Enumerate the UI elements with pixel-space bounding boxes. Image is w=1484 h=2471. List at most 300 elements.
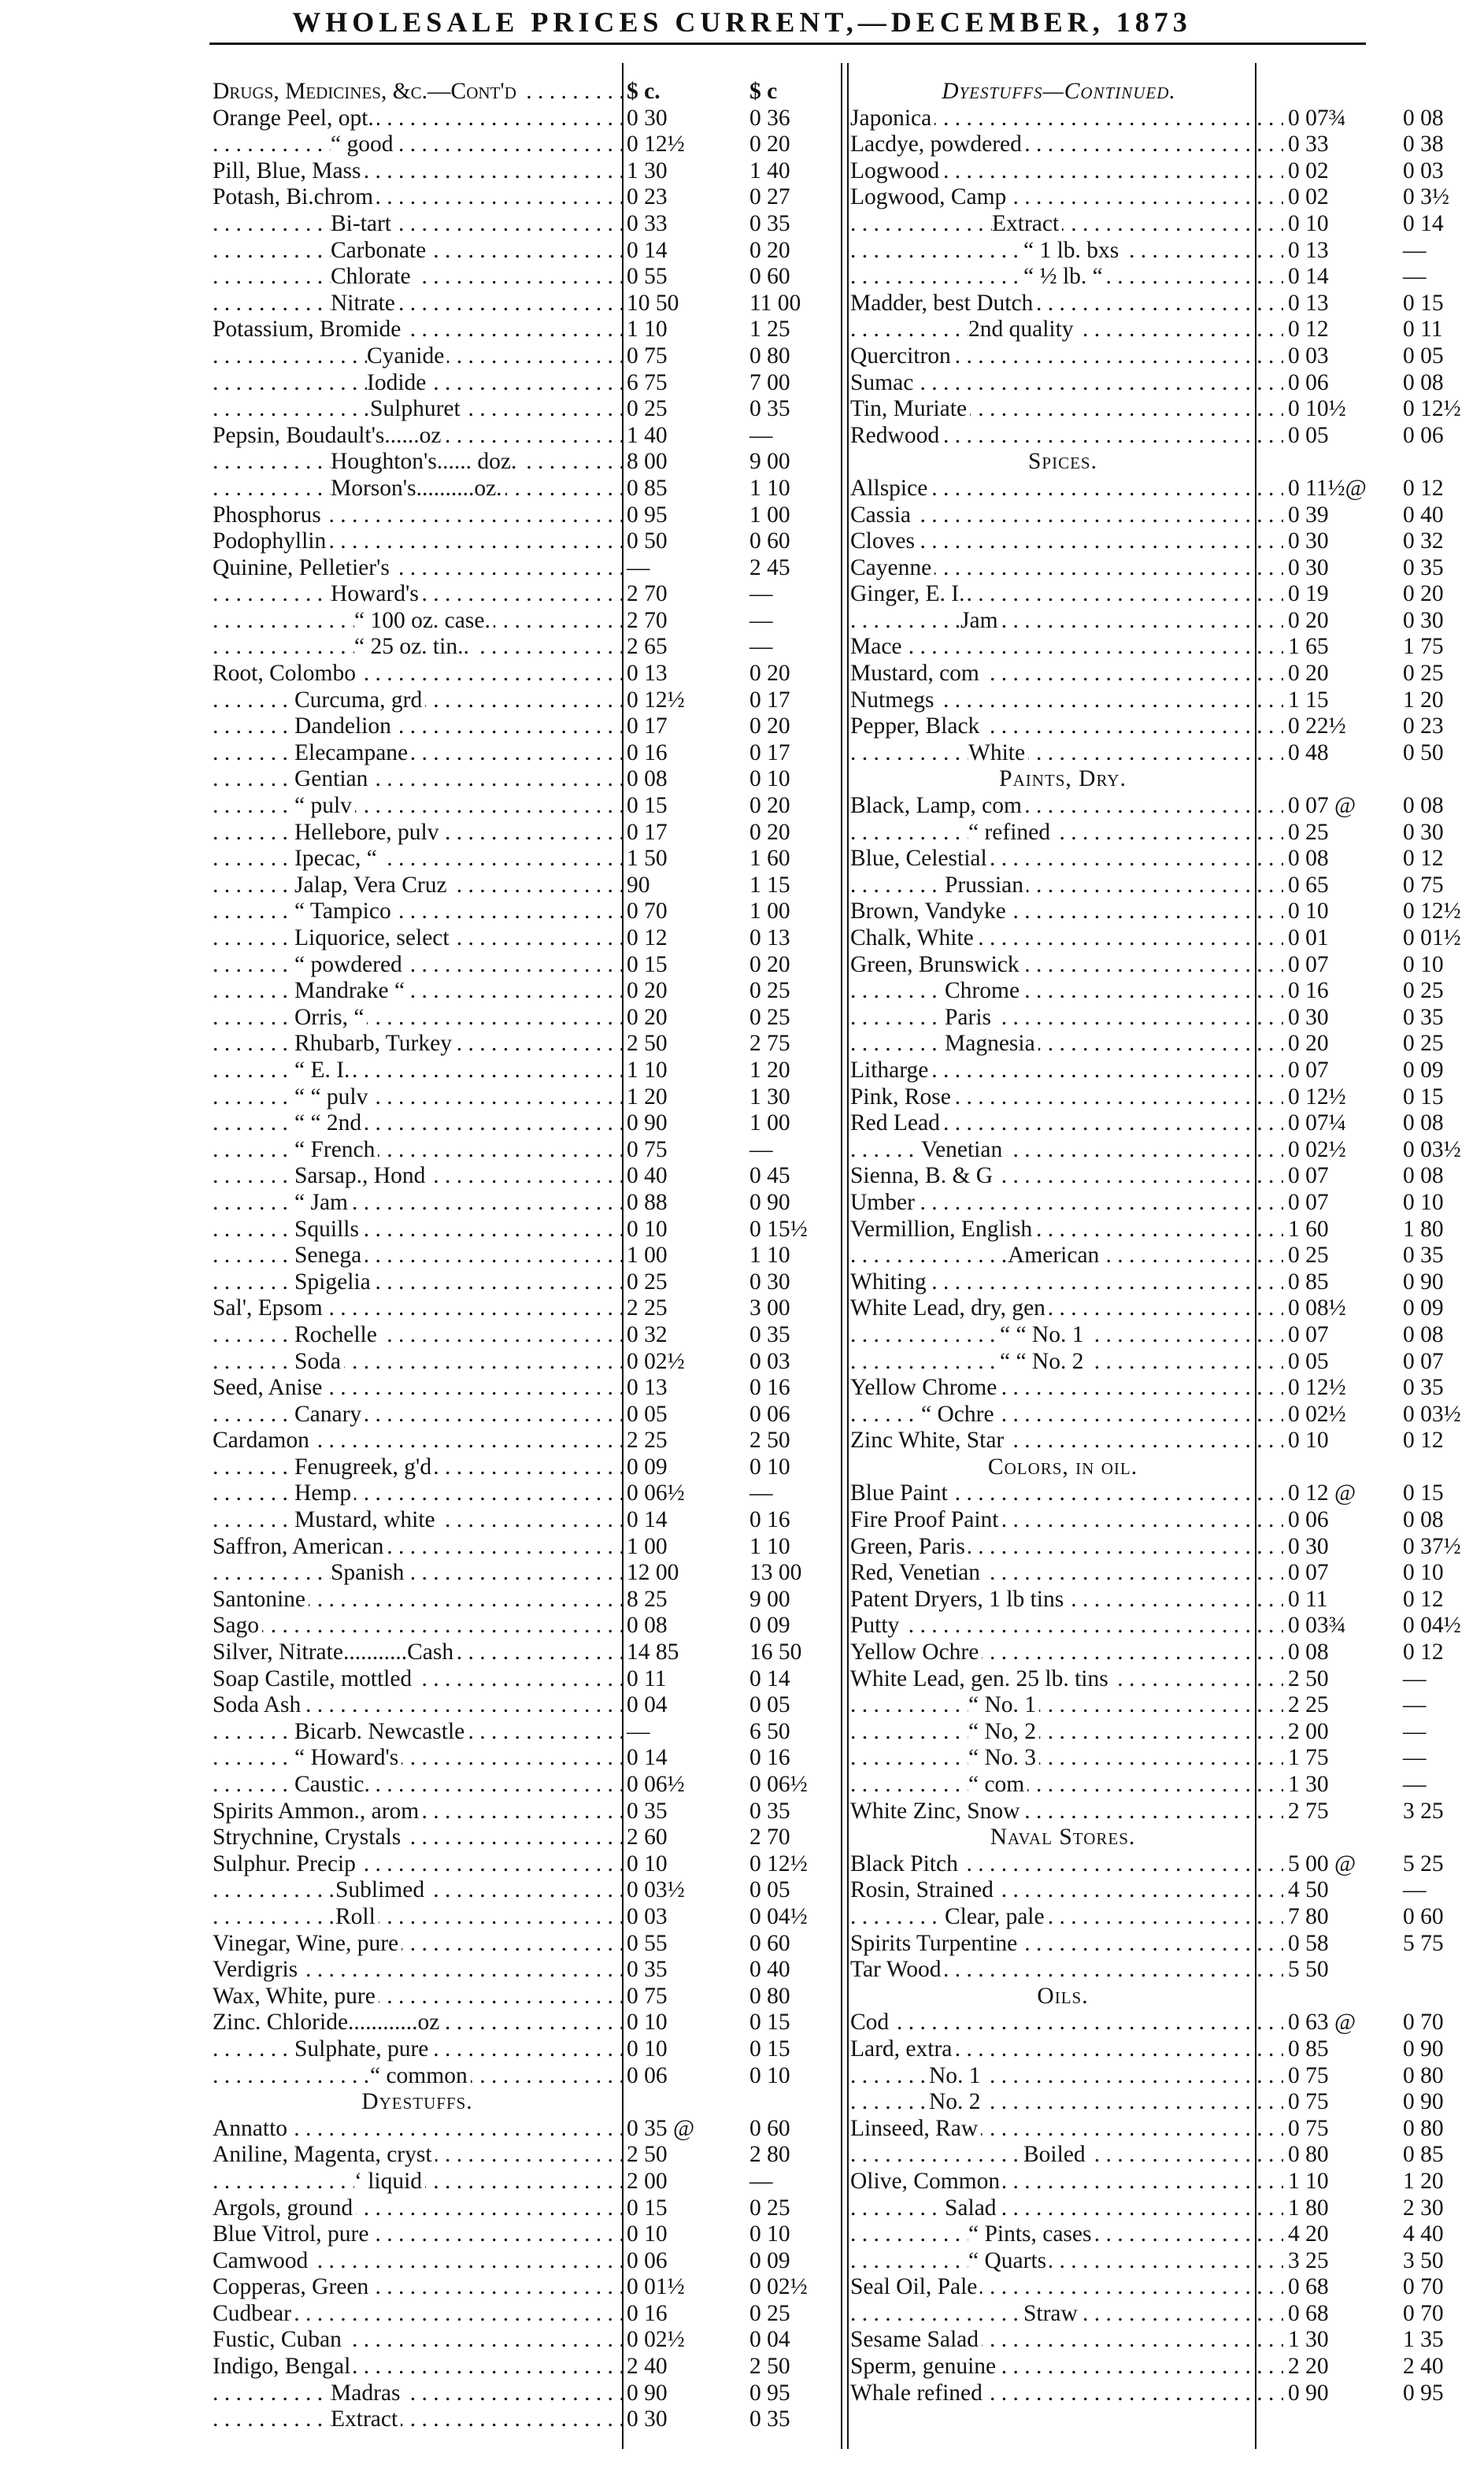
price-high: 0 37½ [1403,1533,1461,1559]
price-row [213,820,844,847]
price-low: 0 05 [1288,422,1329,448]
item-name: Brown, Vandyke [850,898,1009,924]
price-high: 2 45 [749,554,790,580]
price-row [213,1692,844,1719]
price-low: 1 10 [627,1057,668,1083]
price-high: 0 75 [1403,872,1444,898]
price-row [850,608,1484,635]
price-row [213,1984,844,2010]
price-low: 0 19 [1288,581,1329,607]
price-high: 0 03½ [1403,1401,1461,1427]
price-row [213,1058,844,1084]
price-low: 0 30 [627,2406,668,2432]
price-high: — [1403,1665,1427,1691]
item-name: Logwood, Camp [850,184,1009,209]
price-low: 0 12½ [1288,1375,1346,1401]
item-name: “ No. 1 [968,1692,1039,1717]
price-high: 0 35 [749,396,790,422]
price-low: 0 08 [627,1613,668,1639]
price-low: 0 12 [1288,317,1329,343]
price-row [213,2327,844,2354]
item-name: Jalap, Vera Cruz [294,872,450,898]
price-low: 0 50 [627,528,668,554]
price-low: 0 10 [1288,898,1329,924]
price-row [213,158,844,185]
item-name: Green, Paris [850,1534,968,1559]
price-high: 0 04½ [749,1903,808,1929]
price-row [213,1031,844,1058]
price-high: 0 20 [749,713,790,739]
column-rule [847,63,849,2449]
item-name: Whiting [850,1269,930,1295]
price-high: 0 06½ [749,1772,808,1797]
price-low: 0 20 [1288,607,1329,633]
price-low: 0 17 [627,819,668,845]
price-high: 0 40 [749,1957,790,1983]
price-high: — [749,607,773,633]
price-high: 0 25 [749,2300,790,2326]
item-name: Sesame Salad [850,2327,982,2352]
price-high: 2 40 [1403,2354,1444,2380]
price-low: 0 85 [627,475,668,501]
price-low: 0 02½ [627,1348,685,1374]
item-name: Extract [992,211,1062,236]
price-row [213,2195,844,2222]
price-high: 1 15 [749,872,790,898]
price-low: 0 39 [1288,502,1329,528]
price-low: 0 04 [627,1692,668,1718]
item-name: Bi-tart [331,211,394,236]
price-low: 0 11 [1288,1586,1328,1612]
price-row [213,1428,844,1454]
price-low: 0 75 [1288,2062,1329,2088]
price-row [850,1243,1484,1269]
price-high: 0 20 [749,132,790,157]
price-high: 1 75 [1403,634,1444,660]
price-low: 1 30 [1288,2327,1329,2353]
item-name: Rhubarb, Turkey [294,1031,455,1056]
price-low: 2 00 [1288,1718,1329,1744]
item-name: “ good [331,132,396,157]
price-high: 2 30 [1403,2195,1444,2221]
price-low: 0 12½ [627,132,685,157]
price-high: 0 20 [749,819,790,845]
price-row [850,1613,1484,1639]
page-header [0,0,1484,55]
item-name: “ Pints, cases [968,2221,1095,2247]
price-high: 0 90 [1403,2036,1444,2062]
item-name: Mace [850,634,905,659]
price-high: 0 03 [1403,157,1444,183]
price-row [213,2248,844,2275]
item-name: “ Tampico [294,898,394,924]
item-name: Venetian [921,1137,1005,1162]
price-low: 0 03½ [627,1877,685,1903]
section-heading [850,1825,1275,1851]
price-high: 0 32 [1403,528,1444,554]
price-high: 0 01½ [1403,925,1461,950]
price-high: 1 40 [749,157,790,183]
price-high: 0 90 [1403,1269,1444,1295]
price-row [213,449,844,476]
item-name: Spirits Ammon., arom [213,1799,422,1824]
item-name: “ Jam [294,1190,351,1215]
item-name: Ginger, E. I. [850,581,968,606]
price-high: — [1403,1745,1427,1771]
item-name: Fire Proof Paint [850,1507,1001,1532]
price-low: 0 55 [627,264,668,290]
item-name: Logwood [850,158,942,183]
price-high: 0 16 [749,1745,790,1771]
price-high: 1 10 [749,1243,790,1269]
section-heading [213,2089,622,2116]
price-high: 0 14 [749,1665,790,1691]
price-row [213,2010,844,2036]
item-name: “ ½ lb. “ [1023,264,1106,289]
item-name: Prussian [945,872,1027,898]
price-low: 0 90 [1288,2380,1329,2406]
price-low: 0 06 [627,2062,668,2088]
price-row [850,184,1484,211]
price-high: 0 05 [749,1692,790,1718]
price-low: 0 68 [1288,2300,1329,2326]
price-high: 0 95 [1403,2380,1444,2406]
price-low: 0 05 [627,1401,668,1427]
price-low: 5 50 [1288,1957,1329,1983]
price-low: 0 35 [627,1798,668,1824]
price-high: 0 35 [1403,1243,1444,1269]
item-name: Spirits Turpentine [850,1931,1020,1956]
price-high: 0 25 [749,1004,790,1030]
item-name: “ “ pulv [294,1084,371,1110]
price-high: 0 70 [1403,2300,1444,2326]
item-name: Seed, Anise [213,1375,325,1400]
price-low: 0 75 [1288,2115,1329,2141]
item-name: Patent Dryers, 1 lb tins [850,1587,1067,1612]
price-row [850,1666,1484,1693]
price-low: 0 58 [1288,1930,1329,1956]
price-row [213,1480,844,1507]
price-high: 0 12½ [1403,898,1461,924]
price-high: 9 00 [749,449,790,475]
section-heading [850,1454,1275,1481]
item-name: “ French [294,1137,378,1162]
price-high: 2 50 [749,1428,790,1454]
price-low: 0 07 [1288,951,1329,977]
item-name: Sulphuret [370,396,464,421]
price-low: 0 68 [1288,2274,1329,2300]
item-name: Whale refined [850,2380,986,2406]
price-row [850,1402,1484,1428]
price-row [850,291,1484,317]
price-high: 0 15 [1403,1480,1444,1506]
price-low: 0 07 [1288,1560,1329,1586]
price-row [850,132,1484,158]
price-row [850,1957,1484,1984]
price-high [1398,1957,1484,1984]
price-low: 2 40 [627,2354,668,2380]
price-high: 1 80 [1403,1216,1444,1242]
section-title: Naval Stores. [990,1825,1136,1850]
item-name: “ pulv [294,793,355,818]
item-name: “ powdered [294,952,405,977]
item-name: No. 1 [929,2063,984,2088]
price-row [213,1613,844,1639]
price-high: 0 10 [749,766,790,792]
item-name: Chlorate [331,264,414,289]
price-row [213,766,844,793]
price-high: 0 15 [749,2036,790,2062]
price-low: 0 16 [627,2300,668,2326]
item-name: Japonica [850,106,934,131]
price-high: — [749,422,773,448]
price-row [213,1217,844,1243]
price-low: 2 20 [1288,2354,1329,2380]
item-name: Orange Peel, opt. [213,106,377,131]
price-low: 0 07 @ [1288,793,1356,819]
price-high: 2 75 [749,1031,790,1057]
item-name: Black Pitch [850,1851,961,1876]
price-low: 0 12½ [627,687,685,713]
price-low: 0 30 [1288,528,1329,554]
item-name: Seal Oil, Pale [850,2274,980,2299]
price-row [850,2036,1484,2063]
item-name: Linseed, Raw [850,2116,981,2141]
price-row [850,2327,1484,2354]
price-high: 2 80 [749,2142,790,2168]
item-name: “ “ No. 2 [1000,1349,1087,1374]
price-high: 0 90 [1403,2089,1444,2115]
price-row [850,1745,1484,1772]
price-low: 0 08 [627,766,668,792]
item-name: No. 2 [929,2089,984,2114]
price-row [213,343,844,370]
price-row [850,581,1484,608]
price-high: 1 25 [749,317,790,343]
price-high: 0 25 [1403,978,1444,1004]
price-low: 5 00 @ [1288,1850,1356,1876]
item-name: Lard, extra [850,2036,955,2062]
price-row [213,1877,844,1904]
price-low: 0 13 [627,1375,668,1401]
price-row [850,2010,1484,2036]
price-row [850,2274,1484,2301]
item-name: Zinc White, Star [850,1428,1007,1453]
price-row [850,1428,1484,1454]
price-low: 0 55 [627,1930,668,1956]
price-row [213,2169,844,2195]
price-low: 0 32 [627,1321,668,1347]
item-name: “ 1 lb. bxs [1023,238,1122,263]
price-row [213,132,844,158]
price-low: 0 06½ [627,1480,685,1506]
price-row [213,2406,844,2433]
price-row [213,1745,844,1772]
item-name: Root, Colombo [213,661,359,686]
price-high: 0 08 [1403,105,1444,131]
price-high: 1 00 [749,502,790,528]
price-high: — [749,1136,773,1162]
price-high: 0 20 [749,661,790,687]
item-name: ‘ liquid [354,2169,425,2194]
price-row [213,1163,844,1190]
section-title: Colors, in oil. [987,1454,1138,1480]
price-low: 2 60 [627,1825,668,1850]
item-name: Pepper, Black [850,713,983,739]
price-high: 0 35 [749,2406,790,2432]
price-high: 0 60 [749,264,790,290]
price-low: 0 14 [1288,264,1329,290]
price-high: 11 00 [749,290,801,316]
price-row [213,687,844,714]
price-low: 0 30 [627,105,668,131]
price-row [213,2036,844,2063]
price-high: 0 02½ [749,2274,808,2300]
price-high: 0 09 [749,2247,790,2273]
section-heading [850,449,1275,476]
price-row [213,2274,844,2301]
item-name: “ Quarts [968,2248,1049,2273]
price-high: 0 23 [1403,713,1444,739]
price-high: 1 10 [749,1533,790,1559]
price-row [850,740,1484,767]
price-row [213,1084,844,1111]
price-low: 0 23 [627,184,668,210]
price-high: 1 30 [749,1084,790,1110]
price-high: 0 40 [1403,502,1444,528]
item-name: White Lead, gen. 25 lb. tins [850,1666,1112,1691]
item-name: Senega [294,1243,365,1268]
price-row [213,264,844,291]
price-low: 2 65 [627,634,668,660]
item-name: White Zinc, Snow [850,1799,1023,1824]
item-name: Nutmegs [850,687,938,713]
item-name: Caustic. [294,1772,373,1797]
price-low: 1 10 [627,317,668,343]
price-low: 0 10 [627,1216,668,1242]
price-high: — [749,1480,773,1506]
item-name: Indigo, Bengal [213,2354,353,2379]
price-low: 4 20 [1288,2221,1329,2247]
price-low: — [627,1718,650,1744]
item-name: Howard's [331,581,422,606]
price-high: 1 00 [749,1110,790,1136]
price-low: 2 75 [1288,1798,1329,1824]
item-name: Sulphate, pure [294,2036,431,2062]
item-name: Santonine [213,1587,309,1612]
price-high: — [1403,237,1427,263]
item-name: Cudbear [213,2301,294,2326]
price-high: 0 07 [1403,1348,1444,1374]
price-row [850,1295,1484,1322]
price-high: 0 15 [1403,290,1444,316]
price-low: 1 15 [1288,687,1329,713]
price-low: 0 10 [627,2036,668,2062]
price-high: 0 35 [749,210,790,236]
price-row [850,476,1484,502]
price-row [850,898,1484,925]
item-name: Phosphorus [213,502,324,528]
price-row [213,2380,844,2407]
price-high: 0 15 [749,2010,790,2036]
item-name: Rosin, Strained [850,1877,997,1902]
price-high: 0 35 [1403,1004,1444,1030]
item-name: Squills [294,1217,362,1242]
price-row [213,396,844,423]
left-price-column [213,79,844,2433]
item-name: Silver, Nitrate...........Cash [213,1639,457,1665]
item-name: Sarsap., Hond [294,1163,428,1188]
price-row [213,1931,844,1958]
item-name: “ Ochre [921,1402,997,1427]
item-name: Cardamon [213,1428,313,1453]
item-name: Pink, Rose [850,1084,954,1110]
price-low: 0 70 [627,898,668,924]
price-high: 5 75 [1403,1930,1444,1956]
price-row [850,1639,1484,1666]
price-row [213,211,844,238]
price-high: 0 20 [1403,581,1444,607]
price-high: 0 04½ [1403,1613,1461,1639]
item-name: Orris, “ [294,1005,367,1030]
price-low: 0 07¾ [1288,105,1346,131]
price-row [850,1084,1484,1111]
price-row [850,925,1484,952]
price-low: 0 20 [627,978,668,1004]
price-high: 0 70 [1403,2010,1444,2036]
price-low: 7 80 [1288,1903,1329,1929]
price-low: 0 08½ [1288,1295,1346,1321]
price-high: 0 11 [1403,317,1443,343]
price-row [850,1005,1484,1032]
item-name: American [1008,1243,1102,1268]
item-name: Chalk, White [850,925,977,950]
price-low: 0 90 [627,2380,668,2406]
price-row [213,872,844,899]
price-row [850,317,1484,343]
item-name: Madder, best Dutch [850,291,1036,316]
price-low: 3 25 [1288,2247,1329,2273]
price-row [850,528,1484,555]
price-low: 0 48 [1288,739,1329,765]
price-low: 0 02 [1288,157,1329,183]
price-row [850,423,1484,450]
price-low: 0 07 [1288,1057,1329,1083]
price-low: 1 00 [627,1533,668,1559]
price-row [213,952,844,979]
price-high: 0 85 [1403,2142,1444,2168]
price-low: 1 50 [627,846,668,872]
price-row [213,1243,844,1269]
right-heading-label: Dyestuffs—Continued. [942,79,1176,104]
price-high: — [749,634,773,660]
price-high: 6 50 [749,1718,790,1744]
price-low: 12 00 [627,1560,679,1586]
item-name: Copperas, Green [213,2274,372,2299]
price-low: 0 10 [627,2221,668,2247]
price-low: 0 01½ [627,2274,685,2300]
price-high: 0 20 [749,237,790,263]
item-name: Redwood [850,423,942,448]
price-row [213,2301,844,2328]
item-name: Zinc. Chloride............oz [213,2010,442,2035]
price-low: 0 01 [1288,925,1329,950]
price-low: 0 22½ [1288,713,1346,739]
price-low: 0 80 [1288,2142,1329,2168]
price-low: 0 10 [627,2010,668,2036]
item-name: Morson's..........oz. [331,476,505,501]
item-name: Mustard, white [294,1507,439,1532]
